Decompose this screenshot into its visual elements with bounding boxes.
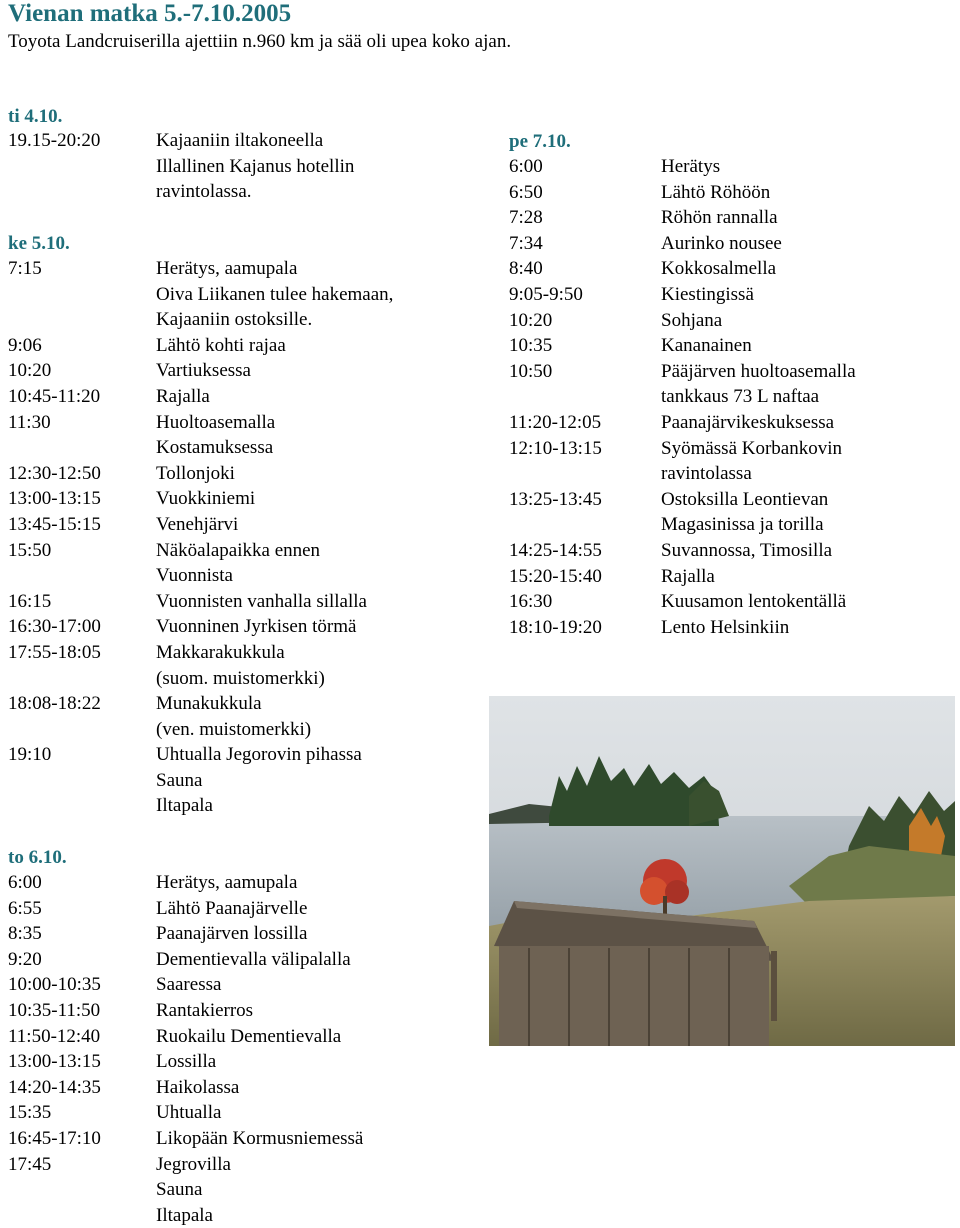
schedule-activity: (ven. muistomerkki) <box>156 718 312 740</box>
schedule-activity: Kajaaniin ostoksille. <box>156 309 313 331</box>
schedule-time: 15:20-15:40 <box>509 565 602 587</box>
schedule-time: 17:55-18:05 <box>8 641 101 663</box>
schedule-activity: Haikolassa <box>156 1076 240 1098</box>
schedule-time: 14:25-14:55 <box>509 539 602 561</box>
schedule-activity: Kananainen <box>661 335 752 357</box>
schedule-activity: Huoltoasemalla <box>156 411 276 433</box>
schedule-time: 13:00-13:15 <box>8 1051 101 1073</box>
page-subtitle: Toyota Landcruiserilla ajettiin n.960 km ja sää oli upea koko ajan. <box>8 31 512 52</box>
schedule-activity: Magasinissa ja torilla <box>661 514 824 536</box>
day-heading-pe: pe 7.10. <box>509 131 571 152</box>
schedule-time: 10:35-11:50 <box>8 999 101 1021</box>
schedule-time: 16:45-17:10 <box>8 1127 101 1149</box>
schedule-time: 6:55 <box>8 897 42 919</box>
schedule-activity: ravintolassa. <box>156 181 252 203</box>
schedule-time: 13:25-13:45 <box>509 488 602 510</box>
schedule-time: 9:20 <box>8 948 42 970</box>
schedule-time: 18:08-18:22 <box>8 693 101 715</box>
schedule-activity: Makkarakukkula <box>156 641 285 663</box>
day-heading-ti: ti 4.10. <box>8 106 63 127</box>
schedule-activity: Venehjärvi <box>156 513 239 535</box>
page-title: Vienan matka 5.-7.10.2005 <box>8 0 292 27</box>
schedule-activity: tankkaus 73 L naftaa <box>661 386 820 408</box>
schedule-activity: Munakukkula <box>156 693 262 715</box>
lake-landscape-photo <box>489 696 955 1046</box>
day-heading-to: to 6.10. <box>8 847 67 868</box>
schedule-activity: Tollonjoki <box>156 462 235 484</box>
schedule-time: 6:00 <box>509 156 543 177</box>
schedule-activity: Kuusamon lentokentällä <box>661 591 847 613</box>
schedule-activity: Saaressa <box>156 974 222 996</box>
schedule-time: 16:30 <box>509 591 553 613</box>
schedule-activity: Likopään Kormusniemessä <box>156 1127 364 1149</box>
schedule-activity: Sohjana <box>661 309 723 331</box>
schedule-activity: Dementievalla välipalalla <box>156 948 351 970</box>
schedule-time: 9:05-9:50 <box>509 283 583 305</box>
schedule-activity: Pääjärven huoltoasemalla <box>661 360 856 382</box>
schedule-activity: Vuonninen Jyrkisen törmä <box>156 616 357 638</box>
schedule-activity: Sauna <box>156 769 203 791</box>
schedule-activity: Iltapala <box>156 1204 213 1226</box>
schedule-activity: Vuokkiniemi <box>156 488 256 510</box>
schedule-time: 7:34 <box>509 232 543 254</box>
schedule-time: 14:20-14:35 <box>8 1076 101 1098</box>
schedule-activity: Uhtualla <box>156 1102 222 1124</box>
schedule-time: 18:10-19:20 <box>509 616 602 638</box>
schedule-activity: Kajaaniin iltakoneella <box>156 130 324 151</box>
schedule-time: 12:30-12:50 <box>8 462 101 484</box>
schedule-activity: Kostamuksessa <box>156 437 274 459</box>
schedule-activity: Rajalla <box>156 385 210 407</box>
schedule-activity: Paanajärvikeskuksessa <box>661 411 835 433</box>
schedule-activity: Rajalla <box>661 565 715 587</box>
schedule-activity: Röhön rannalla <box>661 207 778 229</box>
schedule-time: 16:30-17:00 <box>8 616 101 638</box>
schedule-time: 12:10-13:15 <box>509 437 602 459</box>
schedule-activity: Vuonnista <box>156 565 233 587</box>
schedule-time: 19.15-20:20 <box>8 130 101 151</box>
schedule-activity: Lossilla <box>156 1051 217 1073</box>
schedule-time: 13:00-13:15 <box>8 488 101 510</box>
schedule-activity: Iltapala <box>156 795 213 817</box>
schedule-time: 7:15 <box>8 258 42 279</box>
schedule-time: 15:35 <box>8 1102 52 1124</box>
schedule-activity: Vuonnisten vanhalla sillalla <box>156 590 367 612</box>
schedule-time: 10:50 <box>509 360 553 382</box>
schedule-time: 10:00-10:35 <box>8 974 101 996</box>
schedule-time: 10:35 <box>509 335 553 357</box>
schedule-activity: Ostoksilla Leontievan <box>661 488 829 510</box>
schedule-time: 11:50-12:40 <box>8 1025 101 1047</box>
schedule-activity: Lähtö Röhöön <box>661 181 771 203</box>
schedule-activity: Aurinko nousee <box>661 232 782 254</box>
schedule-time: 19:10 <box>8 744 52 766</box>
schedule-time: 7:28 <box>509 207 543 229</box>
schedule-time: 10:45-11:20 <box>8 385 101 407</box>
schedule-activity: Paanajärven lossilla <box>156 923 308 945</box>
schedule-activity: (suom. muistomerkki) <box>156 667 325 689</box>
schedule-activity: Lähtö Paanajärvelle <box>156 897 308 919</box>
schedule-activity: Rantakierros <box>156 999 254 1021</box>
schedule-time: 15:50 <box>8 539 52 561</box>
schedule-time: 9:06 <box>8 334 42 356</box>
schedule-activity: Lähtö kohti rajaa <box>156 334 286 356</box>
schedule-activity: ravintolassa <box>661 463 752 485</box>
schedule-time: 17:45 <box>8 1153 52 1175</box>
schedule-activity: Herätys <box>661 156 721 177</box>
schedule-time: 10:20 <box>8 360 52 382</box>
schedule-activity: Herätys, aamupala <box>156 258 298 279</box>
schedule-time: 11:20-12:05 <box>509 411 602 433</box>
schedule-activity: Jegrovilla <box>156 1153 231 1175</box>
schedule-activity: Ruokailu Dementievalla <box>156 1025 342 1047</box>
schedule-activity: Illallinen Kajanus hotellin <box>156 155 355 177</box>
schedule-time: 16:15 <box>8 590 52 612</box>
schedule-time: 6:50 <box>509 181 543 203</box>
schedule-activity: Näköalapaikka ennen <box>156 539 321 561</box>
schedule-time: 13:45-15:15 <box>8 513 101 535</box>
schedule-time: 6:00 <box>8 872 42 893</box>
schedule-time: 8:35 <box>8 923 42 945</box>
schedule-activity: Kiestingissä <box>661 283 754 305</box>
schedule-activity: Vartiuksessa <box>156 360 251 382</box>
schedule-activity: Kokkosalmella <box>661 258 777 280</box>
schedule-time: 8:40 <box>509 258 543 280</box>
schedule-activity: Lento Helsinkiin <box>661 616 790 638</box>
schedule-activity: Herätys, aamupala <box>156 872 298 893</box>
schedule-activity: Suvannossa, Timosilla <box>661 539 833 561</box>
schedule-activity: Oiva Liikanen tulee hakemaan, <box>156 283 394 305</box>
schedule-time: 11:30 <box>8 411 51 433</box>
schedule-time: 10:20 <box>509 309 553 331</box>
schedule-activity: Sauna <box>156 1179 203 1201</box>
schedule-activity: Uhtualla Jegorovin pihassa <box>156 744 362 766</box>
schedule-activity: Syömässä Korbankovin <box>661 437 843 459</box>
day-heading-ke: ke 5.10. <box>8 233 70 254</box>
